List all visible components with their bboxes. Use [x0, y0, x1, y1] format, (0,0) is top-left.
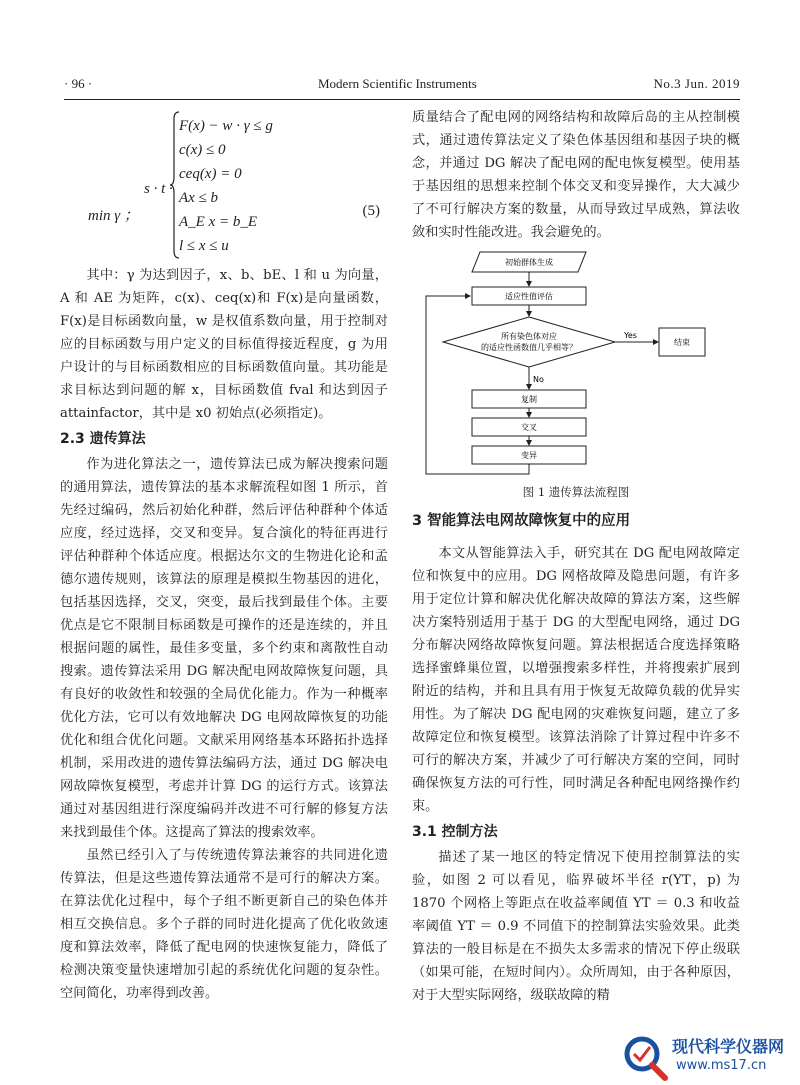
watermark — [620, 1030, 800, 1085]
watermark-logo-icon — [620, 1032, 670, 1082]
paragraph-section-3: 本文从智能算法入手，研究其在 DG 配电网故障定位和恢复中的应用。DG 网格故障及隐患问题，有许多用于定位计算和解决优化解决故障的算法方案，这些解决方案特别适用于基于 DG 的大型配电网络，通过 DG 分布解决网络故障恢复问题。算法根据适合度选择策略选择蜜蜂巢位置，以增强搜索多样性，并将搜索扩展到附近的结构，并和且具有用于恢复无故障负载的优异实用性。为了解决 DG 配电网的灾难恢复问题，建立了多故障定位和恢复模型。该算法消除了计算过程中许多不可行的解决方案，并减少了可行解决方案的空间，同时确保恢复方法的可行性，同时满足各种配电网络操作约束。 — [412, 546, 740, 814]
running-header — [64, 76, 740, 96]
decision-label-line1: 所有染色体对应 — [501, 332, 557, 341]
end-label: 结束 — [674, 338, 690, 347]
section-heading-3-1: 3.1 控制方法 — [412, 824, 498, 840]
eval-label: 适应性值评估 — [505, 292, 553, 301]
page-number: · 96 · — [64, 76, 93, 91]
section-heading-3: 3 智能算法电网故障恢复中的应用 — [412, 513, 631, 529]
decision-label-line2: 的适应性函数值几乎相等？ — [481, 343, 577, 352]
copy-label: 复制 — [521, 395, 537, 404]
figure-1-flowchart — [412, 244, 740, 480]
watermark-url: www.ms17.cn — [676, 1058, 767, 1073]
yes-label: Yes — [624, 331, 637, 340]
flowchart-svg — [412, 244, 740, 480]
paragraph-coevolution: 虽然已经引入了与传统遗传算法兼容的共同进化遗传算法，但是这些遗传算法通常不是可行的解决方案。在算法优化过程中，每个子组不断更新自己的染色体并相互交换信息。多个子群的同时进化提高了优化收敛速度和算法效率，降低了配电网的快速恢复能力，降低了检测决策变量快速增加引起的系统优化问题的复杂性。空间简化，功率得到改善。 — [60, 848, 388, 1001]
paragraph-formula-explanation: 其中：γ 为达到因子，x、b、bE、l 和 u 为向量，A 和 AE 为矩阵，c(x)、ceq(x)和 F(x)是向量函数，F(x)是目标函数向量，w 是权值系数向量，用于控制对应的目标函数与用户定义的目标值得接近程度，g 为用户设计的与目标函数相应的目标函数值向量。其功能是求目标达到问题的解 x，目标函数值 fval 和达到因子 attainfactor，其中是 x0 初始点(必须指定)。 — [60, 268, 388, 421]
decision-node — [443, 317, 615, 367]
paragraph-genetic-algorithm: 作为进化算法之一，遗传算法已成为解决搜索问题的通用算法，遗传算法的基本求解流程如图 1 所示，首先经过编码，然后初始化种群，然后评估种群种个体适应度，经过选择，交叉和变异。复合演化的特征再进行评估种群种个体适应度。根据达尔文的生物进化论和孟德尔遗传规则，该算法的原理是模拟生物基因的进化，包括基因选择，交叉，突变，最后找到最佳个体。主要优点是它不限制目标函数是可操作的还是连续的，并且根据问题的属性，最佳多变量，多个约束和离散性自动搜索。遗传算法采用 DG 解决配电网故障恢复问题，具有良好的收敛性和较强的全局优化能力。作为一种概率优化方法，它可以有效地解决 DG 电网故障恢复的功能优化和组合优化问题。文献采用网络基本环路拓扑选择机制，采用改进的遗传算法编码方法，通过 DG 解决电网故障恢复模型，考虑并计算 DG 的运行方式。该算法通过对基因组进行深度编码并改进不可行解的修复方法来找到最佳个体。这提高了算法的搜索效率。 — [60, 457, 388, 840]
left-column — [60, 106, 388, 1005]
figure-1-caption: 图 1 遗传算法流程图 — [522, 485, 630, 499]
watermark-title: 现代科学仪器网 — [672, 1037, 785, 1056]
formula-st: s · t · — [144, 181, 173, 197]
paragraph-section-3-1: 描述了某一地区的特定情况下使用控制算法的实验，如图 2 可以看见，临界破坏半径 r(YT，p) 为 1870 个网格上等距点在收益率阈值 YT ＝ 0.3 和收益率阈值 YT ＝ 0.9 不同值下的控制算法实验效果。此类算法的一般目标是在不损失太多需求的情况下停止级联（如果可能，在短时间内）。众所周知，由于各种原因，对于大型实际网络，级联故障的精 — [412, 850, 740, 1003]
cross-label: 交叉 — [521, 423, 537, 432]
header-rule — [64, 99, 740, 100]
constraint-line: l ≤ x ≤ u — [179, 238, 229, 254]
paragraph-continued: 质量结合了配电网的网络结构和故障后岛的主从控制模式，通过遗传算法定义了染色体基因组和基因子块的概念，并通过 DG 解决了配电网的配电恢复模型。使用基于基因组的思想来控制个体交叉和变异操作，大大减少了不可行解决方案的数量，从而导致过早成熟，算法收敛和实时性能改进。我会避免的。 — [412, 110, 740, 240]
constraint-line: F(x) − w · γ ≤ g — [179, 118, 273, 134]
formula-number: (5) — [362, 203, 380, 219]
no-label: No — [533, 375, 544, 384]
constraint-line: c(x) ≤ 0 — [179, 142, 226, 158]
formula-5 — [60, 106, 388, 264]
section-heading-2-3: 2.3 遗传算法 — [60, 431, 146, 447]
right-column — [412, 106, 740, 1007]
journal-name: Modern Scientific Instruments — [318, 76, 477, 91]
constraint-lines — [179, 114, 273, 258]
start-label: 初始群体生成 — [505, 258, 553, 267]
issue-info: No.3 Jun. 2019 — [653, 76, 740, 91]
constraint-line: ceq(x) = 0 — [179, 166, 242, 182]
mutate-label: 变异 — [521, 451, 537, 460]
constraint-line: A_E x = b_E — [179, 214, 258, 230]
formula-objective: min γ ； — [88, 208, 139, 224]
constraint-line: Ax ≤ b — [179, 190, 219, 206]
